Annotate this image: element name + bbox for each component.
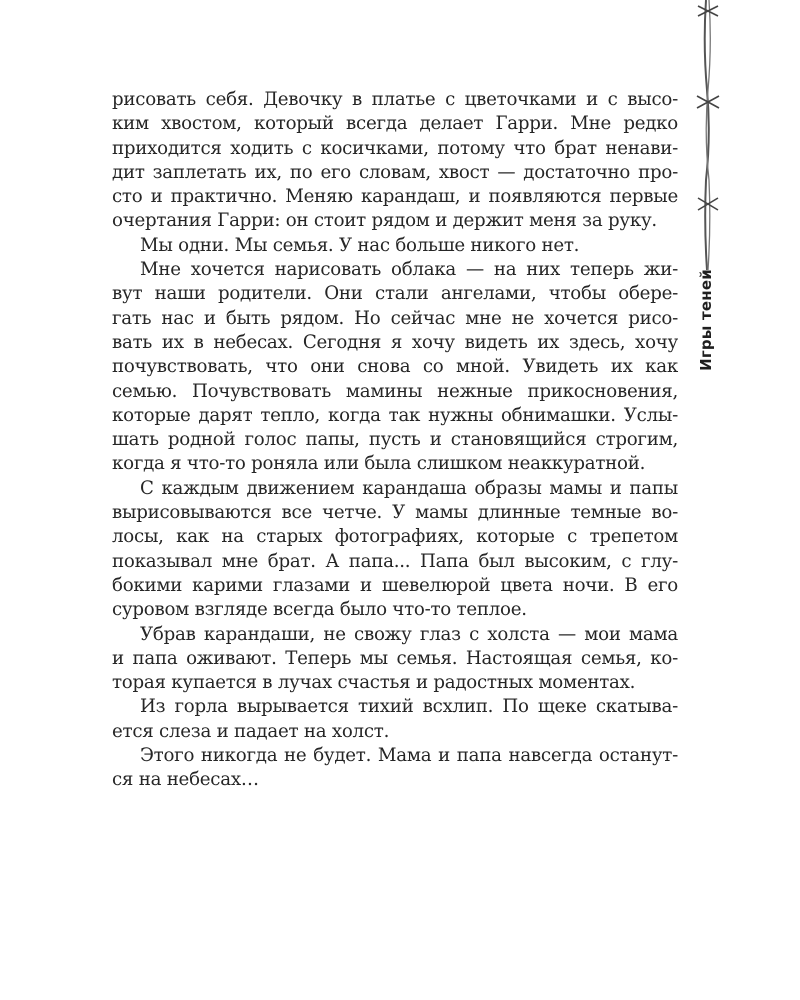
text-line: Мне хочется нарисовать облака — на них теперь жи- [140, 259, 678, 281]
text-line: гать нас и быть рядом. Но сейчас мне не хочется рисо- [112, 307, 678, 329]
text-line: шать родной голос папы, пусть и становящийся строгим, [112, 429, 678, 451]
barb-icon [698, 6, 718, 16]
text-line: рисовать себя. Девочку в платье с цветочками и с высо- [112, 89, 678, 110]
text-line: показывал мне брат. А папа... Папа был высоким, с глу- [112, 550, 678, 572]
text-line: почувствовать, что они снова со мной. Увидеть их как [112, 356, 678, 378]
text-line: и папа оживают. Теперь мы семья. Настоящая семья, ко- [112, 647, 678, 669]
running-title-text: Игры теней [697, 269, 715, 371]
text-line: вут наши родители. Они стали ангелами, чтобы оберe- [112, 283, 678, 305]
barb-icon [698, 198, 718, 210]
text-line: сто и практично. Меняю карандаш, и появляются первые [112, 186, 678, 208]
text-line: которые дарят тепло, когда так нужны обнимашки. Услы- [112, 404, 678, 426]
body-text [112, 88, 678, 793]
text-line: вать их в небесах. Сегодня я хочу видеть их здесь, хочу [112, 331, 678, 353]
text-line: С каждым движением карандаша образы мамы и папы [140, 477, 678, 499]
text-line: Убрав карандаши, не свожу глаз с холста — мои мама [140, 623, 678, 645]
text-line: семью. Почувствовать мамины нежные прикосновения, [112, 380, 678, 402]
text-line: торая купается в лучах счастья и радостных моментах. [112, 672, 636, 694]
text-line: ким хвостом, который всегда делает Гарри. Мне редко [112, 113, 678, 135]
barbed-wire-ornament [690, 0, 726, 270]
text-line: Мы одни. Мы семья. У нас больше никого нет. [140, 234, 580, 256]
text-line: когда я что-то роняла или была слишком неаккуратной. [112, 453, 646, 475]
text-line: лосы, как на старых фотографиях, которые с трепетом [112, 526, 678, 548]
text-line: бокими карими глазами и шевелюрой цвета ночи. В его [112, 574, 678, 596]
text-line: очертания Гарри: он стоит рядом и держит меня за руку. [112, 210, 657, 232]
text-line: Этого никогда не будет. Мама и папа навсегда останут- [140, 745, 678, 767]
text-line: приходится ходить с косичками, потому что брат ненави- [112, 137, 678, 159]
text-line: дит заплетать их, по его словам, хвост — достаточно про- [112, 161, 678, 183]
text-line: Из горла вырывается тихий всхлип. По щеке скатыва- [140, 696, 678, 718]
text-line: суровом взгляде всегда было что-то теплое. [112, 599, 527, 621]
text-line: вырисовываются все четче. У мамы длинные темные во- [112, 502, 678, 524]
text-line: ется слеза и падает на холст. [112, 720, 390, 742]
text-line: ся на небесах… [112, 769, 259, 791]
running-title [688, 270, 724, 370]
